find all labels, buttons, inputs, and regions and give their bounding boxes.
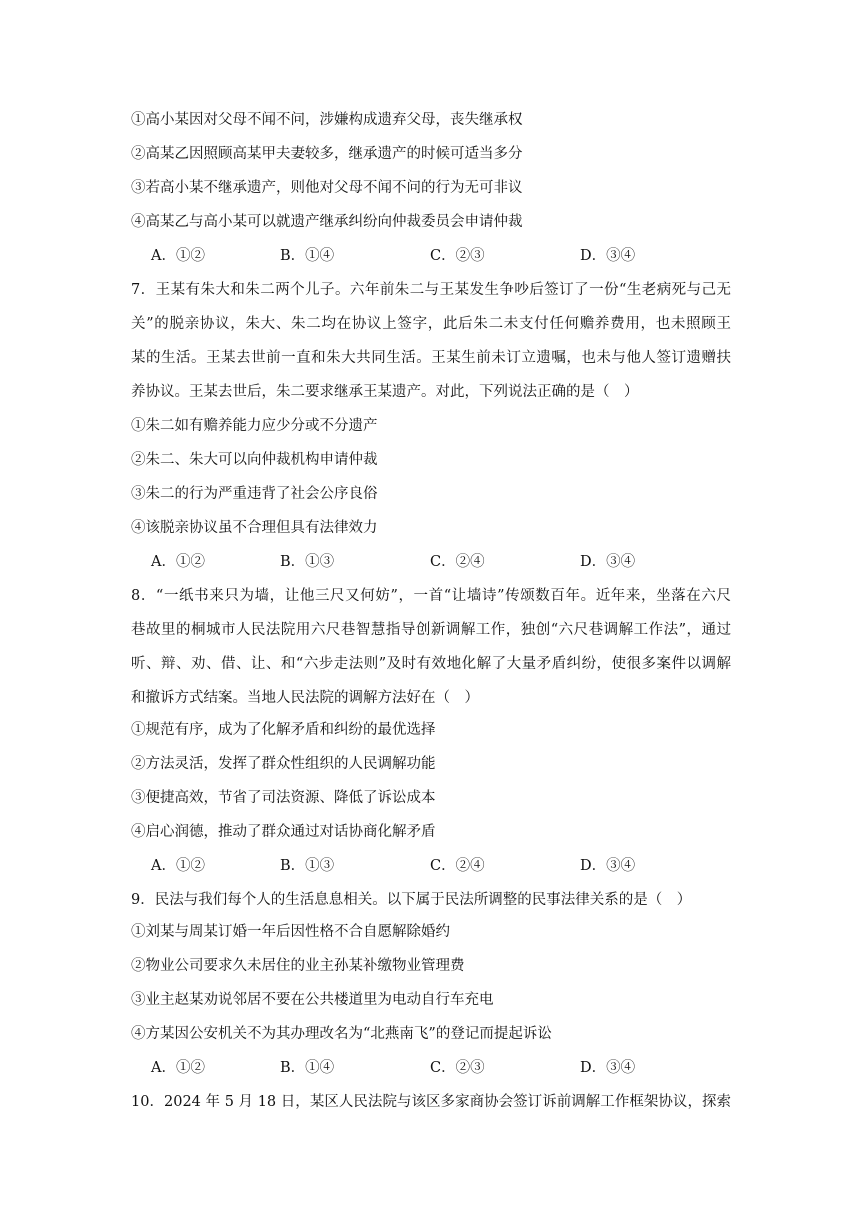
q9-option-b: B．①④ [280,1060,335,1076]
q7-stem-line-3: 某的生活。王某去世前一直和朱大共同生活。王某生前未订立遗嘱，也未与他人签订遗赠扶 [131,350,731,366]
q9-item-2: ②物业公司要求久未居住的业主孙某补缴物业管理费 [131,958,465,974]
q7-options [151,552,751,572]
q8-item-2: ②方法灵活，发挥了群众性组织的人民调解功能 [131,756,436,772]
q6-option-b: B．①④ [280,248,335,264]
q6-option-d: D．③④ [580,248,636,264]
q6-item-1: ①高小某因对父母不闻不问，涉嫌构成遗弃父母，丧失继承权 [131,112,523,128]
q7-option-b: B．①③ [280,554,335,570]
q8-option-a: A．①② [151,858,205,874]
q7-item-3: ③朱二的行为严重违背了社会公序良俗 [131,486,378,502]
q7-stem-line-4: 养协议。王某去世后，朱二要求继承王某遗产。对此，下列说法正确的是（ ） [131,384,639,400]
q8-option-d: D．③④ [580,858,636,874]
q7-option-c: C．②④ [430,554,485,570]
q7-item-4: ④该脱亲协议虽不合理但具有法律效力 [131,520,378,536]
q7-stem-line-2: 关”的脱亲协议，朱大、朱二均在协议上签字，此后朱二未支付任何赡养费用，也未照顾王 [131,316,731,332]
q8-stem-line-1: 8．“一纸书来只为墙，让他三尺又何妨”，一首“让墙诗”传颂数百年。近年来，坐落在六尺 [131,588,731,604]
q6-option-a: A．①② [151,248,205,264]
q6-item-3: ③若高小某不继承遗产，则他对父母不闻不问的行为无可非议 [131,180,523,196]
q7-stem-line-1: 7．王某有朱大和朱二两个儿子。六年前朱二与王某发生争吵后签订了一份“生老病死与己无 [131,282,731,298]
q9-option-d: D．③④ [580,1060,636,1076]
q6-item-4: ④高某乙与高小某可以就遗产继承纠纷向仲裁委员会申请仲裁 [131,214,523,230]
q9-options [151,1058,751,1078]
q6-item-2: ②高某乙因照顾高某甲夫妻较多，继承遗产的时候可适当多分 [131,146,523,162]
q8-stem-line-3: 听、辩、劝、借、让、和“六步走法则”及时有效地化解了大量矛盾纠纷，使很多案件以调解 [131,656,731,672]
q8-item-4: ④启心润德，推动了群众通过对话协商化解矛盾 [131,824,436,840]
q9-item-4: ④方某因公安机关不为其办理改名为“北燕南飞”的登记而提起诉讼 [131,1026,552,1042]
q8-option-c: C．②④ [430,858,485,874]
q8-options [151,856,751,876]
q8-item-3: ③便捷高效，节省了司法资源、降低了诉讼成本 [131,790,436,806]
q8-stem-line-4: 和撤诉方式结案。当地人民法院的调解方法好在（ ） [131,690,479,706]
q8-item-1: ①规范有序，成为了化解矛盾和纠纷的最优选择 [131,722,436,738]
q6-option-c: C．②③ [430,248,485,264]
q7-item-2: ②朱二、朱大可以向仲裁机构申请仲裁 [131,452,378,468]
q6-options [151,246,751,266]
q9-option-c: C．②③ [430,1060,485,1076]
q8-option-b: B．①③ [280,858,335,874]
q8-stem-line-2: 巷故里的桐城市人民法院用六尺巷智慧指导创新调解工作，独创“六尺巷调解工作法”，通过 [131,622,731,638]
q7-option-d: D．③④ [580,554,636,570]
q9-stem-line-1: 9．民法与我们每个人的生活息息相关。以下属于民法所调整的民事法律关系的是（ ） [131,892,692,908]
q7-option-a: A．①② [151,554,205,570]
q9-item-3: ③业主赵某劝说邻居不要在公共楼道里为电动自行车充电 [131,992,494,1008]
q7-item-1: ①朱二如有赡养能力应少分或不分遗产 [131,418,378,434]
q9-option-a: A．①② [151,1060,205,1076]
q9-item-1: ①刘某与周某订婚一年后因性格不合自愿解除婚约 [131,924,450,940]
q10-stem-line-1: 10．2024 年 5 月 18 日，某区人民法院与该区多家商协会签订诉前调解工作框架协议，探索 [131,1094,731,1110]
